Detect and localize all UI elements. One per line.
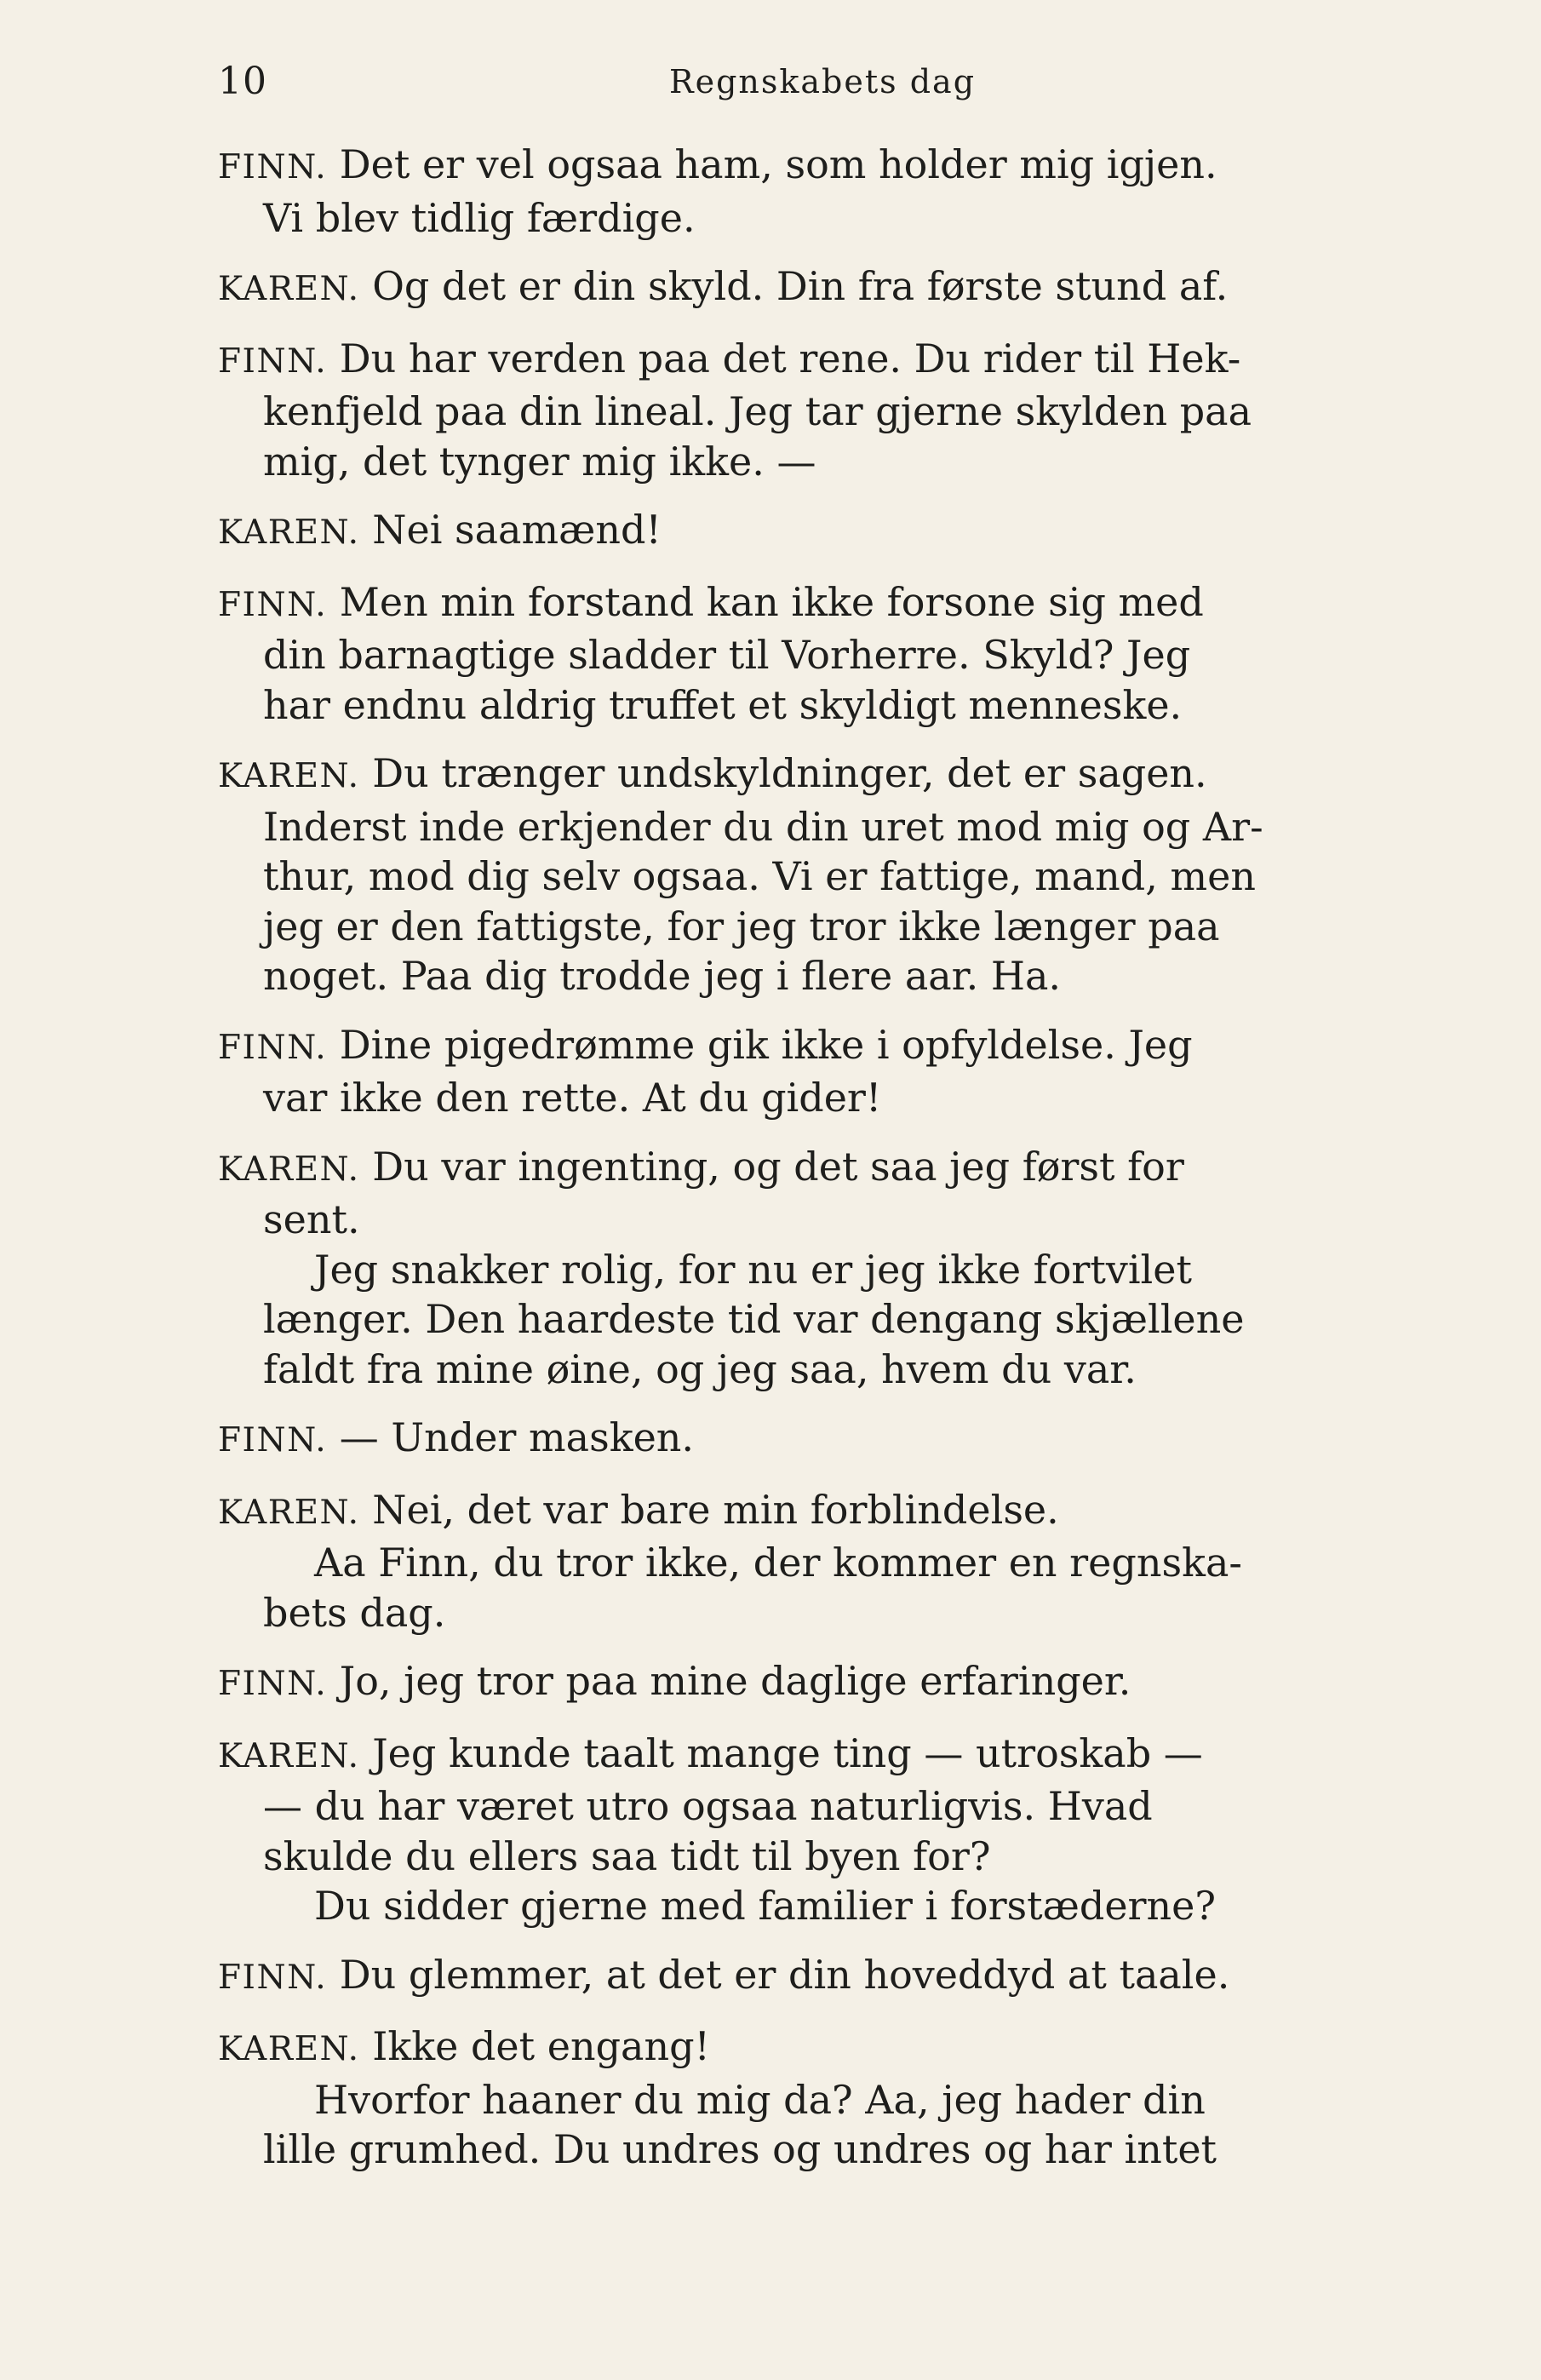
speech-line <box>263 1195 1427 1245</box>
speech-text: sent. <box>263 1196 360 1242</box>
speech-text: din barnagtige sladder til Vorherre. Skyld? Jeg <box>263 632 1191 678</box>
speech <box>218 2022 1427 2175</box>
page-number: 10 <box>218 60 267 103</box>
speech <box>218 1656 1427 1710</box>
speech <box>218 1413 1427 1466</box>
speech-line <box>263 387 1427 437</box>
speaker-name: KAREN. <box>218 1736 360 1775</box>
speech-line <box>263 802 1427 852</box>
speech-line: Hvorfor haaner du mig da? Aa, jeg hader din <box>314 2076 1206 2123</box>
speech-text: Dine pigedrømme gik ikke i opfyldelse. Jeg <box>339 1021 1193 1068</box>
speech <box>218 1485 1427 1638</box>
speech-line: Du sidder gjerne med familier i forstæderne? <box>314 1883 1217 1929</box>
speaker-name: FINN. <box>218 1028 328 1067</box>
speech <box>218 140 1427 243</box>
speech-text: Du var ingenting, og det saa jeg først for <box>372 1143 1184 1190</box>
speech-text: thur, mod dig selv ogsaa. Vi er fattige, mand, men <box>263 853 1256 899</box>
speech-line <box>263 902 1427 952</box>
speaker-name: FINN. <box>218 1958 328 1997</box>
speech-text: Du glemmer, at det er din hoveddyd at taale. <box>339 1951 1230 1998</box>
speech-line <box>218 1142 1427 1196</box>
speech-line <box>263 193 1427 244</box>
speech-line <box>218 1485 1427 1539</box>
speech-line: faldt fra mine øine, og jeg saa, hvem du var. <box>263 1345 1137 1392</box>
speech-text: har endnu aldrig truffet et skyldigt menneske. <box>263 681 1183 728</box>
speech-line <box>218 505 1427 559</box>
speech-line <box>218 1656 1427 1710</box>
speech-line <box>263 630 1427 680</box>
speech <box>218 577 1427 731</box>
speaker-name: FINN. <box>218 148 328 186</box>
speech-text: Du trænger undskyldninger, det er sagen. <box>372 750 1207 796</box>
speech-text: Og det er din skyld. Din fra første stund af. <box>372 263 1229 309</box>
speech-text: Ikke det engang! <box>372 2023 711 2069</box>
speaker-name: KAREN. <box>218 513 360 552</box>
speech-text: skulde du ellers saa tidt til byen for? <box>263 1832 991 1879</box>
speech-line <box>263 852 1427 902</box>
speech-line <box>218 1413 1427 1466</box>
speech-line: Jeg snakker rolig, for nu er jeg ikke fortvilet <box>314 1246 1192 1293</box>
speech-text: var ikke den rette. At du gider! <box>263 1075 882 1121</box>
speech-line <box>263 437 1427 487</box>
speech <box>218 1950 1427 2004</box>
speech <box>218 1020 1427 1123</box>
speech-text: jeg er den fattigste, for jeg tror ikke længer paa <box>263 903 1220 949</box>
speech-line: bets dag. <box>263 1589 446 1636</box>
speech-line <box>263 680 1427 731</box>
speech-text: Vi blev tidlig færdige. <box>263 194 696 241</box>
speech-text: Det er vel ogsaa ham, som holder mig igjen. <box>339 141 1217 187</box>
speech-text: — Under masken. <box>339 1414 695 1460</box>
speech-line: Aa Finn, du tror ikke, der kommer en regnska- <box>314 1540 1242 1586</box>
speech-text: — du har været utro ogsaa naturligvis. Hvad <box>263 1783 1153 1829</box>
speaker-name: FINN. <box>218 1421 328 1460</box>
speech-line <box>218 577 1427 631</box>
speech-line <box>218 748 1427 802</box>
speaker-name: FINN. <box>218 585 328 624</box>
speech-text: Men min forstand kan ikke forsone sig med <box>339 578 1204 625</box>
speech-line: længer. Den haardeste tid var dengang skjællene <box>263 1296 1245 1342</box>
speech-text: Jo, jeg tror paa mine daglige erfaringer. <box>339 1658 1131 1704</box>
speech-line <box>218 334 1427 387</box>
speaker-name: FINN. <box>218 1665 328 1703</box>
speech-line <box>218 1729 1427 1782</box>
running-title: Regnskabets dag <box>668 63 977 100</box>
speech-line <box>263 1832 1427 1882</box>
speech <box>218 1729 1427 1931</box>
speech <box>218 505 1427 559</box>
speech-line <box>218 2022 1427 2075</box>
speech-text: Inderst inde erkjender du din uret mod mig og Ar- <box>263 803 1263 850</box>
speech-line <box>263 1781 1427 1832</box>
speaker-name: KAREN. <box>218 1150 360 1189</box>
speech-line <box>263 1073 1427 1123</box>
dialogue-text <box>218 140 1427 2194</box>
speech-line <box>263 951 1427 1001</box>
speech-line <box>218 1020 1427 1074</box>
speech-text: Nei saamænd! <box>372 507 662 553</box>
speech-text: kenfjeld paa din lineal. Jeg tar gjerne skylden paa <box>263 388 1252 434</box>
speaker-name: KAREN. <box>218 270 360 308</box>
speech <box>218 334 1427 487</box>
speech-text: mig, det tynger mig ikke. — <box>263 438 816 485</box>
speech-line <box>218 140 1427 193</box>
speech-text: Jeg kunde taalt mange ting — utroskab — <box>372 1729 1203 1776</box>
speech <box>218 1142 1427 1395</box>
speech-line <box>218 261 1427 315</box>
speaker-name: KAREN. <box>218 2030 360 2068</box>
speech-text: Nei, det var bare min forblindelse. <box>372 1486 1059 1533</box>
speech-text: Du har verden paa det rene. Du rider til Hek- <box>339 335 1241 381</box>
speech <box>218 261 1427 315</box>
speech-line: lille grumhed. Du undres og undres og har intet <box>263 2126 1217 2172</box>
speech <box>218 748 1427 1001</box>
speaker-name: KAREN. <box>218 757 360 795</box>
speaker-name: FINN. <box>218 341 328 381</box>
speech-line <box>218 1950 1427 2004</box>
speaker-name: KAREN. <box>218 1493 360 1532</box>
speech-text: noget. Paa dig trodde jeg i flere aar. Ha. <box>263 953 1062 999</box>
page-header <box>218 60 1427 111</box>
